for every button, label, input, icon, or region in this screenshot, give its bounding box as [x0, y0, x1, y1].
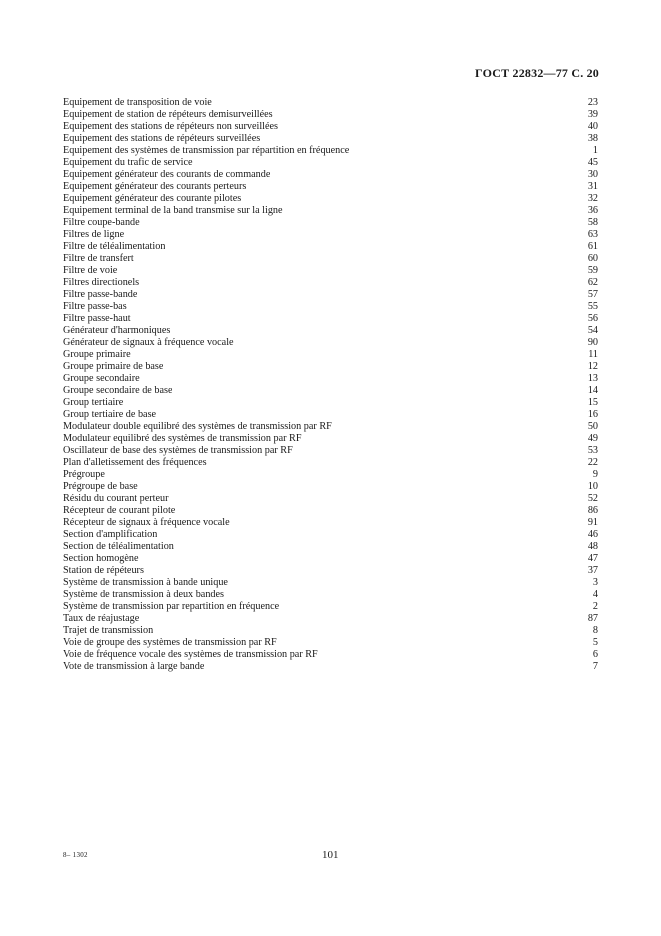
- index-entry: [63, 193, 598, 205]
- index-term: Filtre passe-bas: [63, 301, 127, 312]
- index-page-ref: 10: [587, 481, 598, 492]
- index-term: Station de répéteurs: [63, 565, 144, 576]
- index-entry: [63, 637, 598, 649]
- index-page-ref: 32: [587, 193, 598, 204]
- index-entry: [63, 541, 598, 553]
- index-term: Equipement de transposition de voie: [63, 97, 212, 108]
- index-term: Vote de transmission à large bande: [63, 661, 205, 672]
- index-term: Voie de fréquence vocale des systèmes de transmission par RF: [63, 649, 318, 660]
- index-page-ref: 8: [592, 625, 598, 636]
- index-page-ref: 45: [587, 157, 598, 168]
- index-page-ref: 59: [587, 265, 598, 276]
- index-term: Plan d'alletissement des fréquences: [63, 457, 207, 468]
- index-term: Equipement du trafic de service: [63, 157, 193, 168]
- index-page-ref: 54: [587, 325, 598, 336]
- index-entry: [63, 109, 598, 121]
- index-page-ref: 55: [587, 301, 598, 312]
- index-term: Group tertiaire de base: [63, 409, 157, 420]
- index-term: Section de téléalimentation: [63, 541, 174, 552]
- index-page-ref: 39: [587, 109, 598, 120]
- index-page-ref: 14: [587, 385, 598, 396]
- index-entry: [63, 181, 598, 193]
- index-entry: [63, 217, 598, 229]
- index-page-ref: 11: [588, 349, 598, 360]
- index-page-ref: 16: [587, 409, 598, 420]
- index-entry: [63, 301, 598, 313]
- index-term: Générateur d'harmoniques: [63, 325, 171, 336]
- index-entry: [63, 481, 598, 493]
- index-term: Groupe secondaire: [63, 373, 140, 384]
- index-entry: [63, 325, 598, 337]
- index-page-ref: 50: [587, 421, 598, 432]
- index-page-ref: 47: [587, 553, 598, 564]
- index-page-ref: 56: [587, 313, 598, 324]
- index-page-ref: 46: [587, 529, 598, 540]
- index-page-ref: 38: [587, 133, 598, 144]
- index-page-ref: 91: [587, 517, 598, 528]
- index-term: Filtre de téléalimentation: [63, 241, 166, 252]
- index-page-ref: 86: [587, 505, 598, 516]
- index-entry: [63, 313, 598, 325]
- index-entry: [63, 169, 598, 181]
- index-entry: [63, 277, 598, 289]
- index-entry: [63, 385, 598, 397]
- index-entry: [63, 493, 598, 505]
- index-entry: [63, 121, 598, 133]
- index-page-ref: 6: [592, 649, 598, 660]
- index-page-ref: 57: [587, 289, 598, 300]
- page-number: 101: [322, 849, 339, 861]
- index-entry: [63, 505, 598, 517]
- index-page-ref: 87: [587, 613, 598, 624]
- index-entry: [63, 241, 598, 253]
- index-term: Système de transmission à deux bandes: [63, 589, 224, 600]
- index-term: Groupe primaire de base: [63, 361, 164, 372]
- index-page-ref: 30: [587, 169, 598, 180]
- index-page-ref: 15: [587, 397, 598, 408]
- index-term: Récepteur de signaux à fréquence vocale: [63, 517, 230, 528]
- index-term: Prégroupe de base: [63, 481, 138, 492]
- index-entry: [63, 625, 598, 637]
- index-page-ref: 40: [587, 121, 598, 132]
- index-page-ref: 1: [592, 145, 598, 156]
- index-term: Equipement de station de répéteurs demisurveillées: [63, 109, 273, 120]
- index-entry: [63, 349, 598, 361]
- index-page-ref: 36: [587, 205, 598, 216]
- index-page-ref: 3: [592, 577, 598, 588]
- index-term: Equipement des stations de répéteurs non surveillées: [63, 121, 279, 132]
- index-entry: [63, 433, 598, 445]
- index-term: Filtres directionels: [63, 277, 140, 288]
- index-term: Filtre de transfert: [63, 253, 134, 264]
- index-entry: [63, 445, 598, 457]
- index-entry: [63, 205, 598, 217]
- index-term: Générateur de signaux à fréquence vocale: [63, 337, 234, 348]
- index-page-ref: 90: [587, 337, 598, 348]
- index-page-ref: 58: [587, 217, 598, 228]
- index-term: Filtre passe-bande: [63, 289, 138, 300]
- index-term: Groupe secondaire de base: [63, 385, 173, 396]
- index-page-ref: 9: [592, 469, 598, 480]
- index-term: Voie de groupe des systèmes de transmission par RF: [63, 637, 277, 648]
- index-page-ref: 2: [592, 601, 598, 612]
- index-term: Trajet de transmission: [63, 625, 154, 636]
- index-entry: [63, 601, 598, 613]
- index-term: Filtre coupe-bande: [63, 217, 140, 228]
- index-term: Taux de réajustage: [63, 613, 140, 624]
- index-term: Système de transmission à bande unique: [63, 577, 228, 588]
- index-term: Equipement générateur des courante pilotes: [63, 193, 242, 204]
- index-page-ref: 52: [587, 493, 598, 504]
- index-term: Equipement terminal de la band transmise sur la ligne: [63, 205, 283, 216]
- index-term: Equipement générateur des courants de commande: [63, 169, 271, 180]
- index-entry: [63, 421, 598, 433]
- index-term: Prégroupe: [63, 469, 105, 480]
- index-page-ref: 37: [587, 565, 598, 576]
- index-entry: [63, 253, 598, 265]
- index-entry: [63, 457, 598, 469]
- index-entry: [63, 589, 598, 601]
- index-entry: [63, 661, 598, 673]
- index-page-ref: 53: [587, 445, 598, 456]
- index-entry: [63, 97, 598, 109]
- index-page-ref: 48: [587, 541, 598, 552]
- index-term: Modulateur double equilibré des systèmes de transmission par RF: [63, 421, 332, 432]
- index-entry: [63, 229, 598, 241]
- index-page-ref: 22: [587, 457, 598, 468]
- index-term: Group tertiaire: [63, 397, 124, 408]
- index-page-ref: 7: [592, 661, 598, 672]
- index-page-ref: 23: [587, 97, 598, 108]
- index-page-ref: 63: [587, 229, 598, 240]
- index-entry: [63, 145, 598, 157]
- index-page-ref: 49: [587, 433, 598, 444]
- index-entry: [63, 289, 598, 301]
- index-page-ref: 62: [587, 277, 598, 288]
- index-entry: [63, 649, 598, 661]
- index-term: Equipement des stations de répéteurs surveillées: [63, 133, 261, 144]
- index-term: Système de transmission par repartition en fréquence: [63, 601, 280, 612]
- document-header: ГОСТ 22832—77 С. 20: [475, 66, 599, 80]
- index-term: Section d'amplification: [63, 529, 158, 540]
- index-entry: [63, 157, 598, 169]
- index-page-ref: 5: [592, 637, 598, 648]
- index-term: Filtre de voie: [63, 265, 118, 276]
- index-term: Filtre passe-haut: [63, 313, 131, 324]
- index-entry: [63, 529, 598, 541]
- index-entry: [63, 577, 598, 589]
- index-term: Modulateur equilibré des systèmes de transmission par RF: [63, 433, 302, 444]
- index-entry: [63, 373, 598, 385]
- index-entry: [63, 397, 598, 409]
- index-term: Section homogène: [63, 553, 139, 564]
- index-term: Récepteur de courant pilote: [63, 505, 176, 516]
- index-page-ref: 13: [587, 373, 598, 384]
- index-page-ref: 60: [587, 253, 598, 264]
- index-term: Equipement des systèmes de transmission par répartition en fréquence: [63, 145, 350, 156]
- index-term: Filtres de ligne: [63, 229, 125, 240]
- index-page-ref: 31: [587, 181, 598, 192]
- index-page-ref: 4: [592, 589, 598, 600]
- index-entry: [63, 613, 598, 625]
- index-list: [63, 97, 598, 673]
- index-entry: [63, 565, 598, 577]
- index-term: Oscillateur de base des systèmes de transmission par RF: [63, 445, 293, 456]
- index-term: Equipement générateur des courants perteurs: [63, 181, 247, 192]
- index-term: Groupe primaire: [63, 349, 131, 360]
- index-term: Résidu du courant perteur: [63, 493, 169, 504]
- index-entry: [63, 553, 598, 565]
- index-entry: [63, 469, 598, 481]
- index-entry: [63, 265, 598, 277]
- index-entry: [63, 409, 598, 421]
- index-entry: [63, 517, 598, 529]
- print-code: 8– 1302: [63, 851, 88, 859]
- index-page-ref: 12: [587, 361, 598, 372]
- index-entry: [63, 133, 598, 145]
- index-page-ref: 61: [587, 241, 598, 252]
- index-entry: [63, 337, 598, 349]
- index-entry: [63, 361, 598, 373]
